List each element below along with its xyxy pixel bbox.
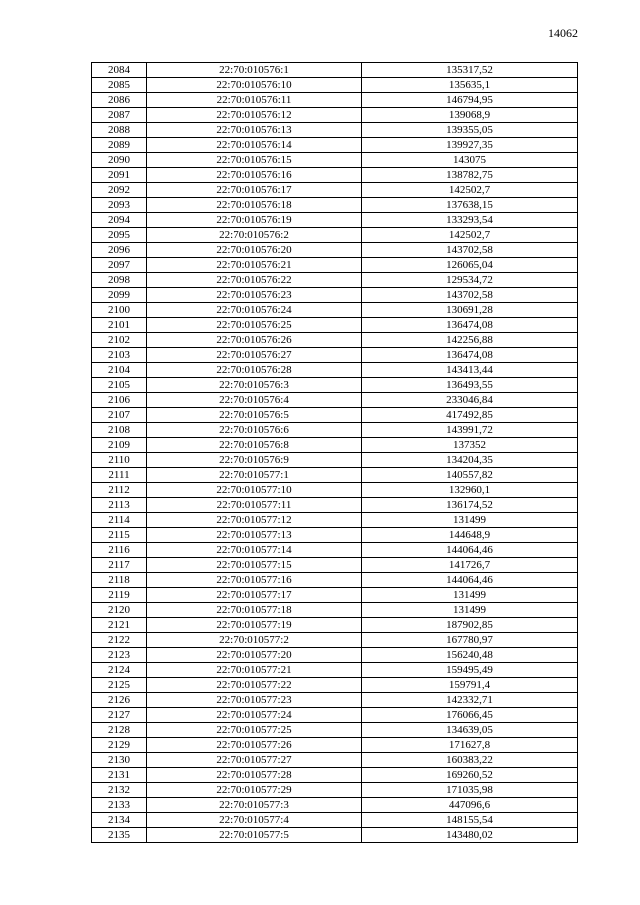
cadastral-number-cell: 22:70:010577:14	[147, 543, 362, 558]
row-number-cell: 2085	[92, 78, 147, 93]
row-number-cell: 2100	[92, 303, 147, 318]
cadastral-number-cell: 22:70:010577:24	[147, 708, 362, 723]
cadastral-value-cell: 138782,75	[362, 168, 578, 183]
cadastral-number-cell: 22:70:010576:14	[147, 138, 362, 153]
cadastral-value-cell: 131499	[362, 513, 578, 528]
cadastral-value-cell: 144648,9	[362, 528, 578, 543]
row-number-cell: 2126	[92, 693, 147, 708]
cadastral-value-cell: 142332,71	[362, 693, 578, 708]
cadastral-value-cell: 171035,98	[362, 783, 578, 798]
table-row	[92, 813, 578, 828]
cadastral-number-cell: 22:70:010577:20	[147, 648, 362, 663]
cadastral-number-cell: 22:70:010576:24	[147, 303, 362, 318]
table-row	[92, 768, 578, 783]
table-row	[92, 633, 578, 648]
cadastral-number-cell: 22:70:010577:21	[147, 663, 362, 678]
cadastral-number-cell: 22:70:010576:5	[147, 408, 362, 423]
cadastral-value-cell: 159495,49	[362, 663, 578, 678]
cadastral-value-cell: 140557,82	[362, 468, 578, 483]
cadastral-value-cell: 130691,28	[362, 303, 578, 318]
cadastral-number-cell: 22:70:010576:2	[147, 228, 362, 243]
cadastral-number-cell: 22:70:010577:16	[147, 573, 362, 588]
row-number-cell: 2093	[92, 198, 147, 213]
cadastral-value-cell: 417492,85	[362, 408, 578, 423]
cadastral-value-cell: 146794,95	[362, 93, 578, 108]
cadastral-number-cell: 22:70:010577:10	[147, 483, 362, 498]
cadastral-number-cell: 22:70:010577:3	[147, 798, 362, 813]
table-row	[92, 753, 578, 768]
row-number-cell: 2084	[92, 63, 147, 78]
cadastral-number-cell: 22:70:010576:4	[147, 393, 362, 408]
row-number-cell: 2130	[92, 753, 147, 768]
cadastral-number-cell: 22:70:010576:10	[147, 78, 362, 93]
cadastral-value-cell: 144064,46	[362, 573, 578, 588]
cadastral-value-cell: 143413,44	[362, 363, 578, 378]
cadastral-value-cell: 171627,8	[362, 738, 578, 753]
table-row	[92, 783, 578, 798]
cadastral-value-cell: 176066,45	[362, 708, 578, 723]
table-row	[92, 648, 578, 663]
cadastral-number-cell: 22:70:010577:13	[147, 528, 362, 543]
row-number-cell: 2089	[92, 138, 147, 153]
row-number-cell: 2107	[92, 408, 147, 423]
cadastral-number-cell: 22:70:010577:5	[147, 828, 362, 843]
cadastral-number-cell: 22:70:010576:18	[147, 198, 362, 213]
row-number-cell: 2128	[92, 723, 147, 738]
table-row	[92, 243, 578, 258]
row-number-cell: 2122	[92, 633, 147, 648]
cadastral-value-cell: 131499	[362, 603, 578, 618]
row-number-cell: 2129	[92, 738, 147, 753]
cadastral-number-cell: 22:70:010576:16	[147, 168, 362, 183]
cadastral-number-cell: 22:70:010576:6	[147, 423, 362, 438]
table-row	[92, 438, 578, 453]
cadastral-number-cell: 22:70:010576:26	[147, 333, 362, 348]
row-number-cell: 2106	[92, 393, 147, 408]
cadastral-value-cell: 133293,54	[362, 213, 578, 228]
cadastral-value-cell: 447096,6	[362, 798, 578, 813]
cadastral-number-cell: 22:70:010577:15	[147, 558, 362, 573]
table-row	[92, 468, 578, 483]
cadastral-value-cell: 144064,46	[362, 543, 578, 558]
cadastral-value-cell: 129534,72	[362, 273, 578, 288]
row-number-cell: 2098	[92, 273, 147, 288]
cadastral-value-cell: 137638,15	[362, 198, 578, 213]
cadastral-value-cell: 156240,48	[362, 648, 578, 663]
row-number-cell: 2125	[92, 678, 147, 693]
cadastral-number-cell: 22:70:010576:15	[147, 153, 362, 168]
cadastral-value-cell: 135317,52	[362, 63, 578, 78]
table-row	[92, 483, 578, 498]
cadastral-number-cell: 22:70:010576:11	[147, 93, 362, 108]
cadastral-number-cell: 22:70:010577:29	[147, 783, 362, 798]
row-number-cell: 2092	[92, 183, 147, 198]
row-number-cell: 2127	[92, 708, 147, 723]
cadastral-value-cell: 148155,54	[362, 813, 578, 828]
cadastral-number-cell: 22:70:010576:8	[147, 438, 362, 453]
cadastral-value-cell: 141726,7	[362, 558, 578, 573]
row-number-cell: 2112	[92, 483, 147, 498]
cadastral-number-cell: 22:70:010577:4	[147, 813, 362, 828]
cadastral-value-cell: 142502,7	[362, 228, 578, 243]
cadastral-number-cell: 22:70:010577:17	[147, 588, 362, 603]
cadastral-number-cell: 22:70:010576:17	[147, 183, 362, 198]
cadastral-number-cell: 22:70:010576:20	[147, 243, 362, 258]
cadastral-value-cell: 143075	[362, 153, 578, 168]
cadastral-value-cell: 136174,52	[362, 498, 578, 513]
row-number-cell: 2117	[92, 558, 147, 573]
row-number-cell: 2108	[92, 423, 147, 438]
row-number-cell: 2097	[92, 258, 147, 273]
cadastral-value-cell: 131499	[362, 588, 578, 603]
table-row	[92, 408, 578, 423]
row-number-cell: 2118	[92, 573, 147, 588]
cadastral-value-cell: 136474,08	[362, 318, 578, 333]
table-row	[92, 603, 578, 618]
cadastral-value-cell: 139927,35	[362, 138, 578, 153]
table-row	[92, 228, 578, 243]
row-number-cell: 2104	[92, 363, 147, 378]
cadastral-number-cell: 22:70:010576:9	[147, 453, 362, 468]
cadastral-number-cell: 22:70:010577:19	[147, 618, 362, 633]
row-number-cell: 2087	[92, 108, 147, 123]
table-row	[92, 93, 578, 108]
row-number-cell: 2110	[92, 453, 147, 468]
row-number-cell: 2132	[92, 783, 147, 798]
table-row	[92, 528, 578, 543]
row-number-cell: 2119	[92, 588, 147, 603]
row-number-cell: 2120	[92, 603, 147, 618]
cadastral-number-cell: 22:70:010577:18	[147, 603, 362, 618]
row-number-cell: 2101	[92, 318, 147, 333]
row-number-cell: 2123	[92, 648, 147, 663]
table-row	[92, 498, 578, 513]
table-row	[92, 303, 578, 318]
table-row	[92, 108, 578, 123]
row-number-cell: 2115	[92, 528, 147, 543]
cadastral-value-cell: 169260,52	[362, 768, 578, 783]
table-row	[92, 423, 578, 438]
row-number-cell: 2133	[92, 798, 147, 813]
table-row	[92, 453, 578, 468]
table-row	[92, 558, 578, 573]
table-row	[92, 213, 578, 228]
row-number-cell: 2134	[92, 813, 147, 828]
row-number-cell: 2103	[92, 348, 147, 363]
cadastral-number-cell: 22:70:010576:19	[147, 213, 362, 228]
table-row	[92, 273, 578, 288]
row-number-cell: 2121	[92, 618, 147, 633]
cadastral-value-cell: 134204,35	[362, 453, 578, 468]
table-row	[92, 828, 578, 843]
cadastral-value-table	[91, 62, 578, 843]
table-row	[92, 543, 578, 558]
cadastral-value-cell: 132960,1	[362, 483, 578, 498]
table-row	[92, 723, 578, 738]
table-row	[92, 198, 578, 213]
cadastral-number-cell: 22:70:010576:25	[147, 318, 362, 333]
table-row	[92, 798, 578, 813]
cadastral-value-cell: 143702,58	[362, 288, 578, 303]
table-row	[92, 663, 578, 678]
table-row	[92, 513, 578, 528]
cadastral-number-cell: 22:70:010577:27	[147, 753, 362, 768]
row-number-cell: 2105	[92, 378, 147, 393]
cadastral-number-cell: 22:70:010577:22	[147, 678, 362, 693]
row-number-cell: 2088	[92, 123, 147, 138]
cadastral-value-cell: 135635,1	[362, 78, 578, 93]
row-number-cell: 2086	[92, 93, 147, 108]
table-row	[92, 63, 578, 78]
table-row	[92, 618, 578, 633]
cadastral-number-cell: 22:70:010576:28	[147, 363, 362, 378]
cadastral-value-cell: 139068,9	[362, 108, 578, 123]
table-row	[92, 393, 578, 408]
table-row	[92, 573, 578, 588]
row-number-cell: 2094	[92, 213, 147, 228]
cadastral-value-cell: 139355,05	[362, 123, 578, 138]
row-number-cell: 2116	[92, 543, 147, 558]
cadastral-number-cell: 22:70:010577:26	[147, 738, 362, 753]
page-number: 14062	[548, 26, 578, 40]
cadastral-number-cell: 22:70:010577:1	[147, 468, 362, 483]
table-row	[92, 153, 578, 168]
cadastral-number-cell: 22:70:010576:3	[147, 378, 362, 393]
table-body	[92, 63, 578, 843]
cadastral-value-cell: 160383,22	[362, 753, 578, 768]
cadastral-value-cell: 167780,97	[362, 633, 578, 648]
cadastral-number-cell: 22:70:010577:28	[147, 768, 362, 783]
table-row	[92, 333, 578, 348]
row-number-cell: 2102	[92, 333, 147, 348]
row-number-cell: 2114	[92, 513, 147, 528]
cadastral-value-cell: 126065,04	[362, 258, 578, 273]
cadastral-value-cell: 159791,4	[362, 678, 578, 693]
cadastral-number-cell: 22:70:010576:1	[147, 63, 362, 78]
row-number-cell: 2099	[92, 288, 147, 303]
cadastral-value-cell: 136493,55	[362, 378, 578, 393]
row-number-cell: 2111	[92, 468, 147, 483]
cadastral-value-cell: 134639,05	[362, 723, 578, 738]
cadastral-number-cell: 22:70:010576:12	[147, 108, 362, 123]
cadastral-value-cell: 143991,72	[362, 423, 578, 438]
cadastral-number-cell: 22:70:010577:23	[147, 693, 362, 708]
table-row	[92, 708, 578, 723]
cadastral-value-cell: 142502,7	[362, 183, 578, 198]
table-row	[92, 318, 578, 333]
cadastral-number-cell: 22:70:010577:2	[147, 633, 362, 648]
cadastral-value-cell: 143480,02	[362, 828, 578, 843]
cadastral-value-cell: 137352	[362, 438, 578, 453]
row-number-cell: 2095	[92, 228, 147, 243]
cadastral-value-cell: 187902,85	[362, 618, 578, 633]
cadastral-number-cell: 22:70:010577:12	[147, 513, 362, 528]
row-number-cell: 2135	[92, 828, 147, 843]
cadastral-value-cell: 142256,88	[362, 333, 578, 348]
table-row	[92, 123, 578, 138]
cadastral-value-cell: 143702,58	[362, 243, 578, 258]
row-number-cell: 2131	[92, 768, 147, 783]
row-number-cell: 2109	[92, 438, 147, 453]
table-row	[92, 378, 578, 393]
cadastral-number-cell: 22:70:010577:25	[147, 723, 362, 738]
cadastral-number-cell: 22:70:010576:13	[147, 123, 362, 138]
cadastral-number-cell: 22:70:010576:21	[147, 258, 362, 273]
table-row	[92, 288, 578, 303]
cadastral-value-cell: 233046,84	[362, 393, 578, 408]
table-row	[92, 183, 578, 198]
cadastral-number-cell: 22:70:010576:22	[147, 273, 362, 288]
row-number-cell: 2091	[92, 168, 147, 183]
table-row	[92, 363, 578, 378]
table-row	[92, 138, 578, 153]
cadastral-number-cell: 22:70:010576:23	[147, 288, 362, 303]
table-row	[92, 588, 578, 603]
table-row	[92, 168, 578, 183]
cadastral-number-cell: 22:70:010577:11	[147, 498, 362, 513]
table-row	[92, 738, 578, 753]
cadastral-value-cell: 136474,08	[362, 348, 578, 363]
row-number-cell: 2113	[92, 498, 147, 513]
table-row	[92, 258, 578, 273]
row-number-cell: 2096	[92, 243, 147, 258]
table-row	[92, 693, 578, 708]
cadastral-number-cell: 22:70:010576:27	[147, 348, 362, 363]
row-number-cell: 2124	[92, 663, 147, 678]
row-number-cell: 2090	[92, 153, 147, 168]
table-row	[92, 78, 578, 93]
table-row	[92, 348, 578, 363]
table-row	[92, 678, 578, 693]
